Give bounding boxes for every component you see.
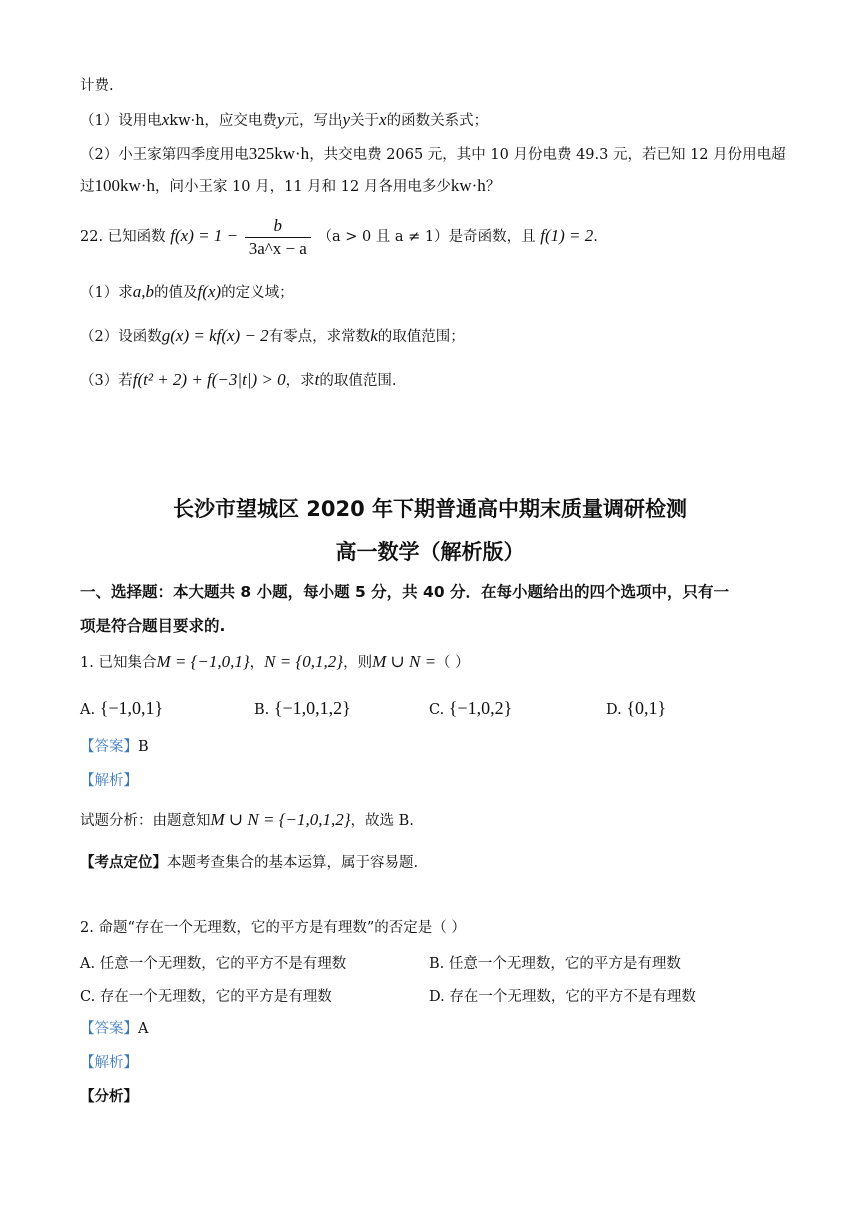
q1-analysis-tag: 【解析】 bbox=[80, 773, 138, 789]
q22-part1: （1）求a,b的值及f(x)的定义域； bbox=[80, 282, 294, 301]
q2-option-d: D. 存在一个无理数，它的平方不是有理数 bbox=[429, 989, 696, 1005]
q21-part1: （1）设用电xkw·h，应交电费y元，写出y关于x的函数关系式； bbox=[80, 110, 489, 129]
section-heading: 一、选择题：本大题共 8 小题，每小题 5 分，共 40 分．在每小题给出的四个选项中，只有一 bbox=[80, 583, 730, 601]
q2-option-a: A. 任意一个无理数，它的平方不是有理数 bbox=[80, 956, 347, 972]
section-heading-cont: 项是符合题目要求的. bbox=[80, 617, 226, 635]
q21-part2-cont: 过100kw·h，问小王家 10 月，11 月和 12 月各用电多少kw·h？ bbox=[80, 176, 501, 195]
q2-answer: 【答案】A bbox=[80, 1021, 149, 1037]
q2-analysis-tag: 【解析】 bbox=[80, 1055, 138, 1071]
document-subtitle: 高一数学（解析版） bbox=[335, 540, 525, 564]
q2-stem: 2. 命题“存在一个无理数，它的平方是有理数”的否定是（ ） bbox=[80, 920, 466, 936]
q22-stem: 22. 已知函数 f(x) = 1 − $\frac{b}{3a\^{}x - a}$ （a > 0 且 a ≠ 1）是奇函数，且 f(1) = 2. bbox=[80, 215, 598, 258]
q2-fenxi-tag: 【分析】 bbox=[80, 1088, 138, 1105]
q1-option-d: D. {0,1} bbox=[606, 698, 667, 718]
q22-part3: （3）若f(t² + 2) + f(−3|t|) > 0，求t的取值范围. bbox=[80, 370, 397, 389]
q2-option-b: B. 任意一个无理数，它的平方是有理数 bbox=[429, 956, 681, 972]
q1-point: 【考点定位】本题考查集合的基本运算，属于容易题. bbox=[80, 854, 419, 871]
q1-stem: 1. 已知集合M = {−1,0,1}，N = {0,1,2}，则M ∪ N =（ ） bbox=[80, 652, 470, 671]
q1-answer: 【答案】B bbox=[80, 739, 149, 755]
document-title: 长沙市望城区 2020 年下期普通高中期末质量调研检测 bbox=[172, 497, 688, 521]
text-line: 计费. bbox=[80, 78, 114, 94]
q22-part2: （2）设函数g(x) = kf(x) − 2有零点，求常数k的取值范围； bbox=[80, 326, 465, 345]
q1-option-a: A. {−1,0,1} bbox=[80, 698, 164, 718]
fraction: $\frac{b}{3a\^{}x - a}$ bbox=[245, 215, 311, 260]
q1-option-c: C. {−1,0,2} bbox=[429, 698, 513, 718]
q2-option-c: C. 存在一个无理数，它的平方是有理数 bbox=[80, 989, 332, 1005]
q21-part2: （2）小王家第四季度用电325kw·h，共交电费 2065 元，其中 10 月份电费 49.3 元，若已知 12 月份用电超 bbox=[80, 144, 786, 163]
q1-explanation: 试题分析：由题意知M ∪ N = {−1,0,1,2}，故选 B. bbox=[80, 810, 414, 829]
q1-option-b: B. {−1,0,1,2} bbox=[254, 698, 351, 718]
